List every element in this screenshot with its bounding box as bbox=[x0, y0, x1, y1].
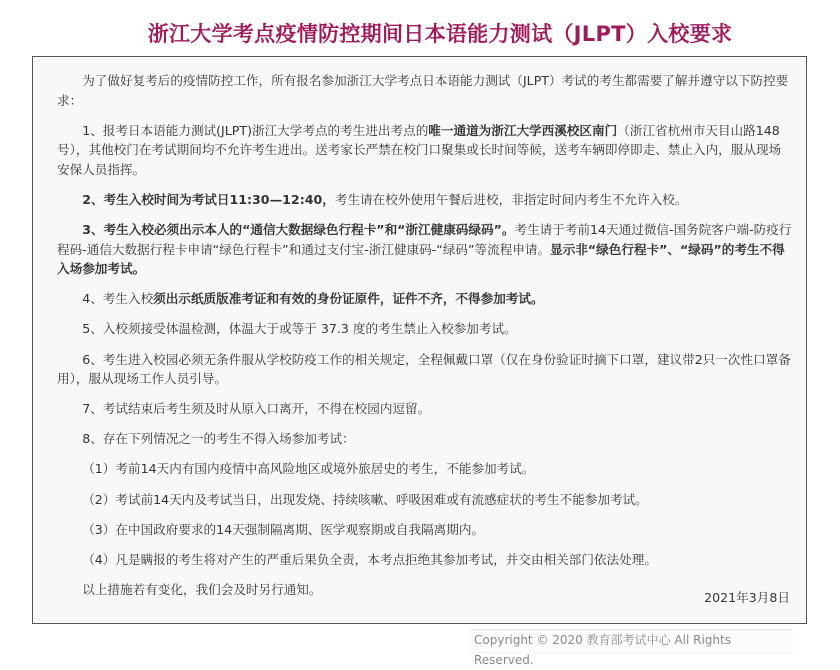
rule-2-bold: 2、考生入校时间为考试日11:30—12:40， bbox=[82, 191, 335, 207]
rule-3-bold-1: 3、考生入校必须出示本人的“通信大数据绿色行程卡”和“浙江健康码绿码”。 bbox=[82, 222, 515, 238]
rule-8-sub-1: （1）考前14天内有国内疫情中高风险地区或境外旅居史的考生，不能参加考试。 bbox=[82, 461, 535, 477]
rule-4-text: 4、考生入校 bbox=[82, 291, 154, 307]
rule-3 bbox=[57, 220, 792, 279]
rule-7: 7、考试结束后考生须及时从原入口离开，不得在校园内逗留。 bbox=[82, 401, 431, 417]
rule-8: 8、存在下列情况之一的考生不得入场参加考试： bbox=[82, 431, 355, 447]
rule-4 bbox=[57, 289, 792, 309]
notice-box bbox=[32, 56, 807, 624]
rule-2-text: 考生请在校外使用午餐后进校，非指定时间内考生不允许入校。 bbox=[334, 191, 688, 207]
rule-5: 5、入校须接受体温检测，体温大于或等于 37.3 度的考生禁止入校参加考试。 bbox=[82, 321, 517, 337]
page-title: 浙江大学考点疫情防控期间日本语能力测试（JLPT）入校要求 bbox=[147, 22, 733, 46]
rule-1-text-b: （浙江省杭州市天目山路148号），其他校门在考试期间均不允许考生进出。送考家长严禁在校门口聚集或长时间等候，送考车辆即停即走、禁止入内，服从现场安保人员指挥。 bbox=[57, 122, 782, 177]
rule-8-sub-3: （3）在中国政府要求的14天强制隔离期、医学观察期或自我隔离期内。 bbox=[82, 521, 485, 537]
rule-1-bold: 唯一通道为浙江大学西溪校区南门 bbox=[428, 122, 618, 138]
notice-date: 2021年3月8日 bbox=[704, 590, 790, 606]
rule-8-sub-4: （4）凡是瞒报的考生将对产生的严重后果负全责，本考点拒绝其参加考试，并交由相关部门依法处理。 bbox=[82, 551, 657, 567]
rule-6: 6、考生进入校园必须无条件服从学校防疫工作的相关规定，全程佩戴口罩（仅在身份验证时摘下口罩，建议带2只一次性口罩备用），服从现场工作人员引导。 bbox=[57, 351, 791, 387]
rule-3-bold-2: 显示非“绿色行程卡”、“绿码”的考生不得入场参加考试。 bbox=[57, 241, 785, 277]
copyright-footer: Copyright © 2020 教育部考试中心 All Rights Reserved. bbox=[470, 629, 792, 652]
rule-2 bbox=[57, 190, 792, 210]
rule-1-text-a: 1、报考日本语能力测试(JLPT)浙江大学考点的考生进出考点的 bbox=[82, 122, 429, 138]
closing-note: 以上措施若有变化，我们会及时另行通知。 bbox=[82, 581, 322, 597]
rule-1 bbox=[57, 121, 792, 180]
rule-8-sub-2: （2）考试前14天内及考试当日，出现发烧、持续咳嗽、呼吸困难或有流感症状的考生不能参加考试。 bbox=[82, 491, 648, 507]
intro-paragraph: 为了做好复考后的疫情防控工作，所有报名参加浙江大学考点日本语能力测试（JLPT）考试的考生都需要了解并遵守以下防控要求： bbox=[57, 73, 789, 108]
rule-4-bold: 须出示纸质版准考证和有效的身份证原件，证件不齐，不得参加考试。 bbox=[153, 291, 544, 307]
rule-3-text: 考生请于考前14天通过微信-国务院客户端-防疫行程码-通信大数据行程卡申请“绿色行程卡”和通过支付宝-浙江健康码-“绿码”等流程申请。 bbox=[57, 222, 792, 257]
